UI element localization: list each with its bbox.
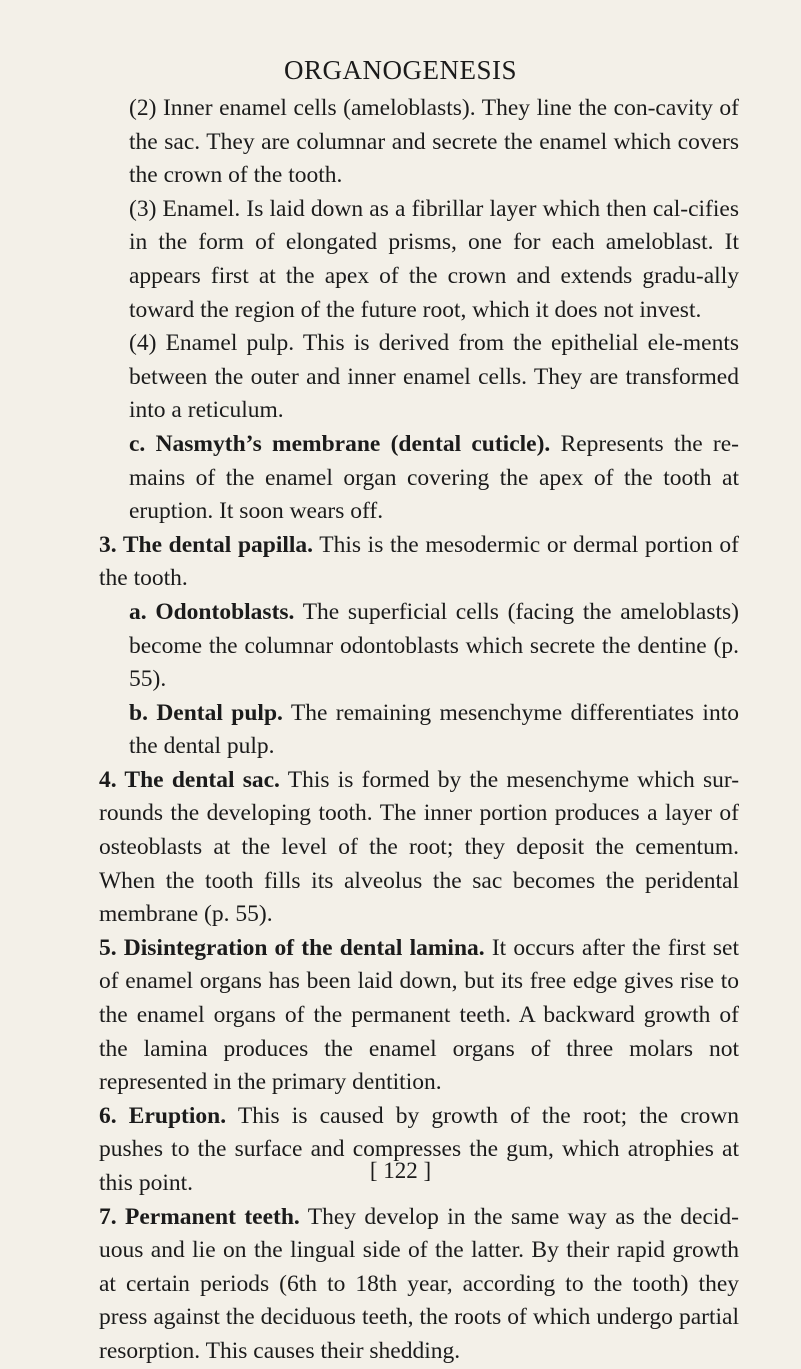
section-heading: 3. The dental papilla.: [99, 531, 314, 558]
paragraph-permanent-teeth: 7. Permanent teeth. They develop in the same way as the decid-uous and lie on the lingual side of the latter. By their rapid growth at certain periods (6th to 18th year, according to the tooth) they press against the deciduous teeth, the roots of which undergo partial resorption. This causes their shedding.: [99, 1203, 739, 1364]
section-heading: 6. Eruption.: [99, 1102, 227, 1129]
subheading: a. Odontoblasts.: [129, 598, 295, 625]
section-heading: 5. Disintegration of the dental lamina.: [99, 934, 485, 961]
section-heading: 7. Permanent teeth.: [99, 1203, 300, 1230]
paragraph-dental-sac: 4. The dental sac. This is formed by the mesenchyme which sur-rounds the developing tooth. The inner portion produces a layer of osteoblasts at the level of the root; they deposit the cementum. When the tooth fills its alveolus the sac becomes the peridental membrane (p. 55).: [99, 766, 740, 928]
page-number: [ 122 ]: [369, 1158, 432, 1183]
subheading: c. Nasmyth’s membrane (dental cuticle).: [129, 430, 551, 457]
paragraph-nasmyths-membrane: c. Nasmyth’s membrane (dental cuticle). Represents the re-mains of the enamel organ covering the apex of the tooth at eruption. It soon wears off.: [129, 430, 739, 525]
paragraph-odontoblasts: a. Odontoblasts. The superficial cells (facing the ameloblasts) become the columnar odontoblasts which secrete the dentine (p. 55).: [129, 598, 740, 693]
subheading: b. Dental pulp.: [129, 699, 283, 726]
paragraph-dental-pulp: b. Dental pulp. The remaining mesenchyme differentiates into the dental pulp.: [129, 699, 739, 760]
paragraph-dental-papilla: 3. The dental papilla. This is the mesodermic or dermal portion of the tooth.: [99, 531, 739, 592]
paragraph-enamel-pulp: (4) Enamel pulp. This is derived from the epithelial ele-ments between the outer and inner enamel cells. They are transformed into a reticulum.: [129, 330, 739, 424]
running-head: ORGANOGENESIS: [283, 55, 517, 85]
paragraph-enamel: (3) Enamel. Is laid down as a fibrillar layer which then cal-cifies in the form of elongated prisms, one for each ameloblast. It appears first at the apex of the crown and extends gradu-ally toward the region of the future root, which it does not invest.: [129, 195, 739, 323]
paragraph-disintegration: 5. Disintegration of the dental lamina. It occurs after the first set of enamel organs has been laid down, but its free edge gives rise to the enamel organs of the permanent teeth. A backward growth of the lamina produces the enamel organs of three molars not represented in the primary dentition.: [99, 934, 739, 1096]
paragraph-inner-enamel-cells: (2) Inner enamel cells (ameloblasts). They line the con-cavity of the sac. They are columnar and secrete the enamel which covers the crown of the tooth.: [129, 95, 739, 189]
paragraph-eruption: 6. Eruption. This is caused by growth of the root; the crown pushes to the surface and compresses the gum, which atrophies at this point.: [99, 1102, 739, 1196]
section-heading: 4. The dental sac.: [99, 766, 280, 793]
